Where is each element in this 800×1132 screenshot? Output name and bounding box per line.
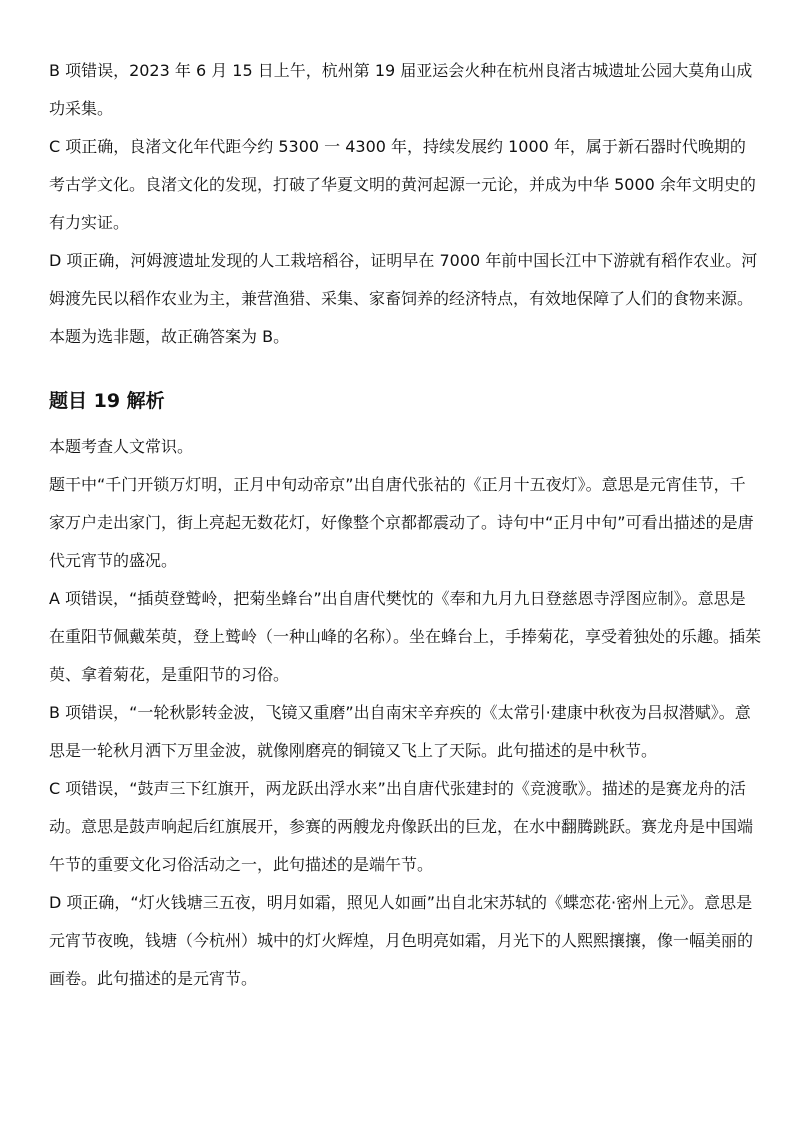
q19-option-b: B 项错误，“一轮秋影转金波，飞镜又重磨”出自南宋辛弃疾的《太常引·建康中秋夜为吕叔潜赋》。意思是一轮秋月洒下万里金波，就像刚磨亮的铜镜又飞上了天际。此句描述的是中秋节。 — [49, 703, 751, 760]
q19-option-c: C 项错误，“鼓声三下红旗开，两龙跃出浮水来”出自唐代张建封的《竞渡歌》。描述的是赛龙舟的活动。意思是鼓声响起后红旗展开，参赛的两艘龙舟像跃出的巨龙，在水中翻腾跳跃。赛龙舟是中国端午节的重要文化习俗活动之一，此句描述的是端午节。 — [49, 779, 754, 874]
q19-option-d: D 项正确，“灯火钱塘三五夜，明月如霜，照见人如画”出自北宋苏轼的《蝶恋花·密州上元》。意思是元宵节夜晚，钱塘（今杭州）城中的灯火辉煌，月色明亮如霜，月光下的人熙熙攘攘，像一幅美丽的画卷。此句描述的是元宵节。 — [49, 893, 754, 988]
q19-topic: 本题考查人文常识。 — [49, 437, 194, 456]
q19-option-a: A 项错误，“插萸登鹫岭，把菊坐蜂台”出自唐代樊忱的《奉和九月九日登慈恩寺浮图应制》。意思是在重阳节佩戴茱萸，登上鹫岭（一种山峰的名称）。坐在蜂台上，手捧菊花，享受着独处的乐趣。插茱萸、拿着菊花，是重阳节的习俗。 — [49, 589, 762, 684]
option-b-explanation: B 项错误，2023 年 6 月 15 日上午，杭州第 19 届亚运会火种在杭州良渚古城遗址公园大莫角山成功采集。 — [49, 61, 753, 118]
answer-conclusion: 本题为选非题，故正确答案为 B。 — [49, 327, 290, 346]
q19-stem-explanation: 题干中“千门开锁万灯明，正月中旬动帝京”出自唐代张祜的《正月十五夜灯》。意思是元宵佳节，千家万户走出家门，街上亮起无数花灯，好像整个京都都震动了。诗句中“正月中旬”可看出描述的是唐代元宵节的盛况。 — [49, 475, 754, 570]
option-d-explanation: D 项正确，河姆渡遗址发现的人工栽培稻谷，证明早在 7000 年前中国长江中下游就有稻作农业。河姆渡先民以稻作农业为主，兼营渔猎、采集、家畜饲养的经济特点，有效地保障了人们的食物来源。 — [49, 251, 758, 308]
question-19-heading: 题目 19 解析 — [49, 390, 165, 412]
document-page — [49, 52, 761, 998]
option-c-explanation: C 项正确，良渚文化年代距今约 5300 一 4300 年，持续发展约 1000 年，属于新石器时代晚期的考古学文化。良渚文化的发现，打破了华夏文明的黄河起源一元论，并成为中华 5000 余年文明史的有力实证。 — [49, 137, 756, 232]
